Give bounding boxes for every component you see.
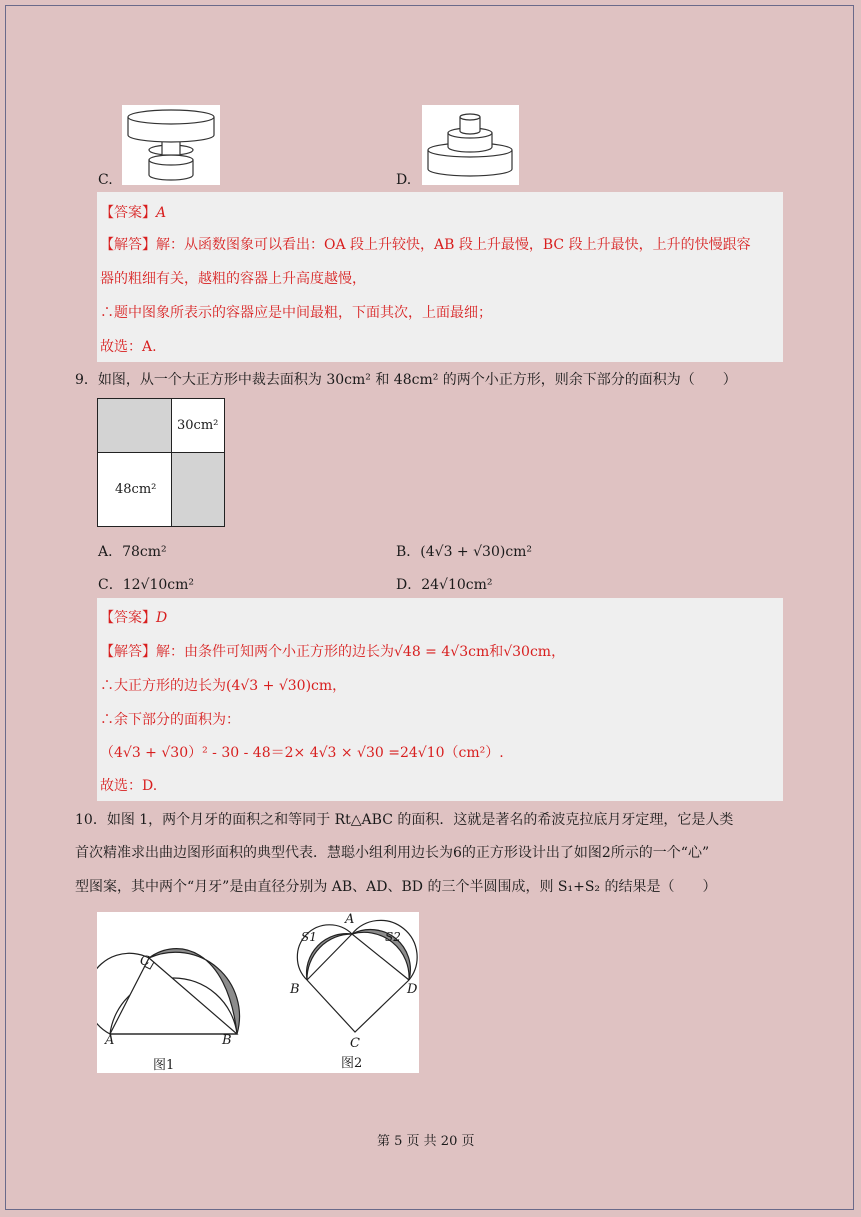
option-c-figure <box>122 105 220 185</box>
fig2-label-s2: S2 <box>385 930 401 944</box>
solution-line3-q8: ∴题中图象所表示的容器应是中间最粗，下面其次，上面最细； <box>100 305 492 321</box>
answer-value: D <box>156 610 168 626</box>
solution-line1-q9 <box>100 641 565 661</box>
fig2-label-a: A <box>345 912 355 927</box>
label-30cm2: 30cm² <box>177 418 219 433</box>
solution-line2-q9: ∴大正方形的边长为(4√3 + √30)cm， <box>100 678 347 694</box>
fig2-label-c: C <box>350 1036 360 1051</box>
option-c-shape <box>122 105 220 185</box>
question-9-stem: 9．如图，从一个大正方形中裁去面积为 30cm² 和 48cm² 的两个小正方形，则余下部分的面积为（ ） <box>75 372 737 388</box>
page-number: 第 5 页 共 20 页 <box>377 1134 475 1149</box>
fig2-caption: 图2 <box>341 1056 363 1071</box>
solution-tag: 【解答】 <box>100 237 156 253</box>
fig1-label-a: A <box>105 1033 115 1048</box>
solution-text: 解：从函数图象可以看出：OA 段上升较快，AB 段上升最慢，BC 段上升最快，上升的快慢跟容 <box>156 237 751 253</box>
solution-line4-q8: 故选：A. <box>100 339 157 355</box>
answer-box-q8 <box>97 192 783 362</box>
q9-option-a: A．78cm² <box>98 544 167 560</box>
option-d-label: D. <box>396 172 412 188</box>
fig2-label-s1: S1 <box>301 930 317 944</box>
solution-text: 解：由条件可知两个小正方形的边长为√48 = 4√3cm和√30cm， <box>156 644 566 660</box>
solution-line5-q9: 故选：D. <box>100 778 158 794</box>
q10-figure <box>97 912 419 1073</box>
solution-line1-q8 <box>100 234 751 254</box>
answer-tag: 【答案】 <box>100 610 156 626</box>
solution-line3-q9: ∴余下部分的面积为： <box>100 712 240 728</box>
answer-line-q9 <box>100 607 167 627</box>
answer-box-q9 <box>97 598 783 801</box>
q9-option-c: C．12√10cm² <box>98 577 194 593</box>
label-48cm2: 48cm² <box>115 482 157 497</box>
option-d-shape <box>422 105 519 185</box>
fig2-label-b: B <box>290 982 300 997</box>
q9-option-b: B．(4√3 + √30)cm² <box>396 544 533 560</box>
option-c-label: C. <box>98 172 113 188</box>
solution-line2-q8: 器的粗细有关，越粗的容器上升高度越慢， <box>100 271 366 287</box>
solution-tag: 【解答】 <box>100 644 156 660</box>
fig1-caption: 图1 <box>153 1058 175 1073</box>
question-10-line3: 型图案，其中两个“月牙”是由直径分别为 AB、AD、BD 的三个半圆围成，则 S₁+S₂ 的结果是（ ） <box>75 879 717 895</box>
solution-line4-q9: （4√3 + √30）² - 30 - 48＝2× 4√3 × √30 =24√10（cm²）. <box>100 745 504 761</box>
fig1-label-b: B <box>222 1033 232 1048</box>
question-10-line1: 10．如图 1，两个月牙的面积之和等同于 Rt△ABC 的面积．这就是著名的希波克拉底月牙定理，它是人类 <box>75 812 734 828</box>
q9-figure <box>97 398 225 527</box>
question-10-line2: 首次精准求出曲边图形面积的典型代表．慧聪小组利用边长为6的正方形设计出了如图2所示的一个“心” <box>75 845 710 861</box>
option-d-figure <box>422 105 519 185</box>
answer-value: A <box>156 205 167 221</box>
fig1-label-c: C <box>140 954 150 969</box>
q10-diagrams <box>97 912 419 1073</box>
answer-tag: 【答案】 <box>100 205 156 221</box>
answer-line-q8 <box>100 202 166 222</box>
q9-option-d: D．24√10cm² <box>396 577 493 593</box>
fig2-label-d: D <box>407 982 418 997</box>
